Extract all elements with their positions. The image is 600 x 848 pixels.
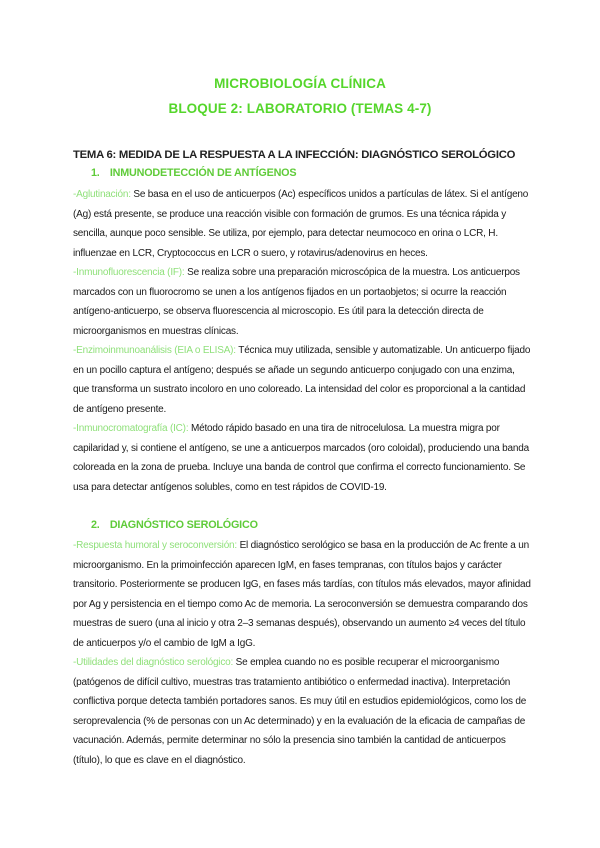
- term-label: -Enzimoinmunoanálisis (EIA o ELISA):: [73, 345, 239, 356]
- term-label: -Inmunocromatografía (IC):: [73, 423, 191, 434]
- paragraph-respuesta-humoral: [73, 536, 533, 653]
- course-title: MICROBIOLOGÍA CLÍNICA: [214, 76, 386, 91]
- paragraph-inmunofluorescencia: [73, 263, 533, 341]
- paragraph-elisa: [73, 341, 533, 419]
- paragraph-aglutinacion: [73, 185, 533, 263]
- term-label: -Aglutinación:: [73, 189, 134, 200]
- section-heading-text: INMUNODETECCIÓN DE ANTÍGENOS: [109, 167, 297, 179]
- paragraph-utilidades: [73, 653, 533, 770]
- section-number: 1.: [91, 167, 100, 179]
- paragraph-text: El diagnóstico serológico se basa en la producción de Ac frente a un microorganismo. En la primoinfección aparecen IgM, en fases tempranas, con títulos bajos y carácter transitorio. Posteriormente se producen IgG, en fases más tardías, con títulos más elevados, mayor afinidad por Ag y persistencia en el tiempo como Ac de memoria. La seroconversión se demuestra comparando dos muestras de suero (una al inicio y otra 2–3 semanas después), observando un aumento ≥4 veces del título de anticuerpos y/o el cambio de IgM a IgG.: [73, 540, 531, 649]
- section-number: 2.: [91, 519, 100, 531]
- section-heading-antigen-detection: [91, 167, 296, 179]
- paragraph-text: Método rápido basado en una tira de nitrocelulosa. La muestra migra por capilaridad y, si contiene el antígeno, se une a anticuerpos marcados (oro coloidal), produciendo una banda coloreada en la zona de prueba. Incluye una banda de control que confirma el correcto funcionamiento. Se usa para detectar antígenos solubles, como en test rápidos de COVID-19.: [73, 423, 529, 493]
- section-body-serologic-diagnosis: [73, 536, 533, 770]
- paragraph-inmunocromatografia: [73, 419, 533, 497]
- term-label: -Utilidades del diagnóstico serológico:: [73, 657, 236, 668]
- paragraph-text: Técnica muy utilizada, sensible y automatizable. Un anticuerpo fijado en un pocillo captura el antígeno; después se añade un segundo anticuerpo conjugado con una enzima, que transforma un sustrato incoloro en uno coloreado. La intensidad del color es proporcional a la cantidad de antígeno presente.: [73, 345, 531, 415]
- paragraph-text: Se emplea cuando no es posible recuperar el microorganismo (patógenos de difícil cultivo, muestras tras tratamiento antibiótico o enfermedad inactiva). Interpretación conflictiva porque detecta también portadores sanos. Es muy útil en estudios epidemiológicos, como los de seroprevalencia (% de personas con un Ac determinado) y en la evaluación de la eficacia de campañas de vacunación. Además, permite determinar no sólo la presencia sino también la cantidad de anticuerpos (título), lo que es clave en el diagnóstico.: [73, 657, 527, 766]
- term-label: -Respuesta humoral y seroconversión:: [73, 540, 240, 551]
- paragraph-text: Se basa en el uso de anticuerpos (Ac) específicos unidos a partículas de látex. Si el antígeno (Ag) está presente, se produce una reacción visible con formación de grumos. Es una técnica rápida y sencilla, aunque poco sensible. Se utiliza, por ejemplo, para detectar neumococo en orina o LCR, H. influenzae en LCR, Cryptococcus en LCR o suero, y rotavirus/adenovirus en heces.: [73, 189, 529, 259]
- section-heading-text: DIAGNÓSTICO SEROLÓGICO: [109, 519, 258, 531]
- block-title: BLOQUE 2: LABORATORIO (TEMAS 4-7): [168, 101, 432, 116]
- section-heading-serologic-diagnosis: [91, 519, 258, 531]
- paragraph-text: Se realiza sobre una preparación microscópica de la muestra. Los anticuerpos marcados con un fluorocromo se unen a los antígenos fijados en un portaobjetos; si ocurre la reacción antígeno-anticuerpo, se observa fluorescencia al microscopio. Es útil para la detección directa de microorganismos en muestras clínicas.: [73, 267, 520, 337]
- section-body-antigen-detection: [73, 185, 533, 497]
- topic-title: TEMA 6: MEDIDA DE LA RESPUESTA A LA INFECCIÓN: DIAGNÓSTICO SEROLÓGICO: [73, 149, 516, 161]
- term-label: -Inmunofluorescencia (IF):: [73, 267, 188, 278]
